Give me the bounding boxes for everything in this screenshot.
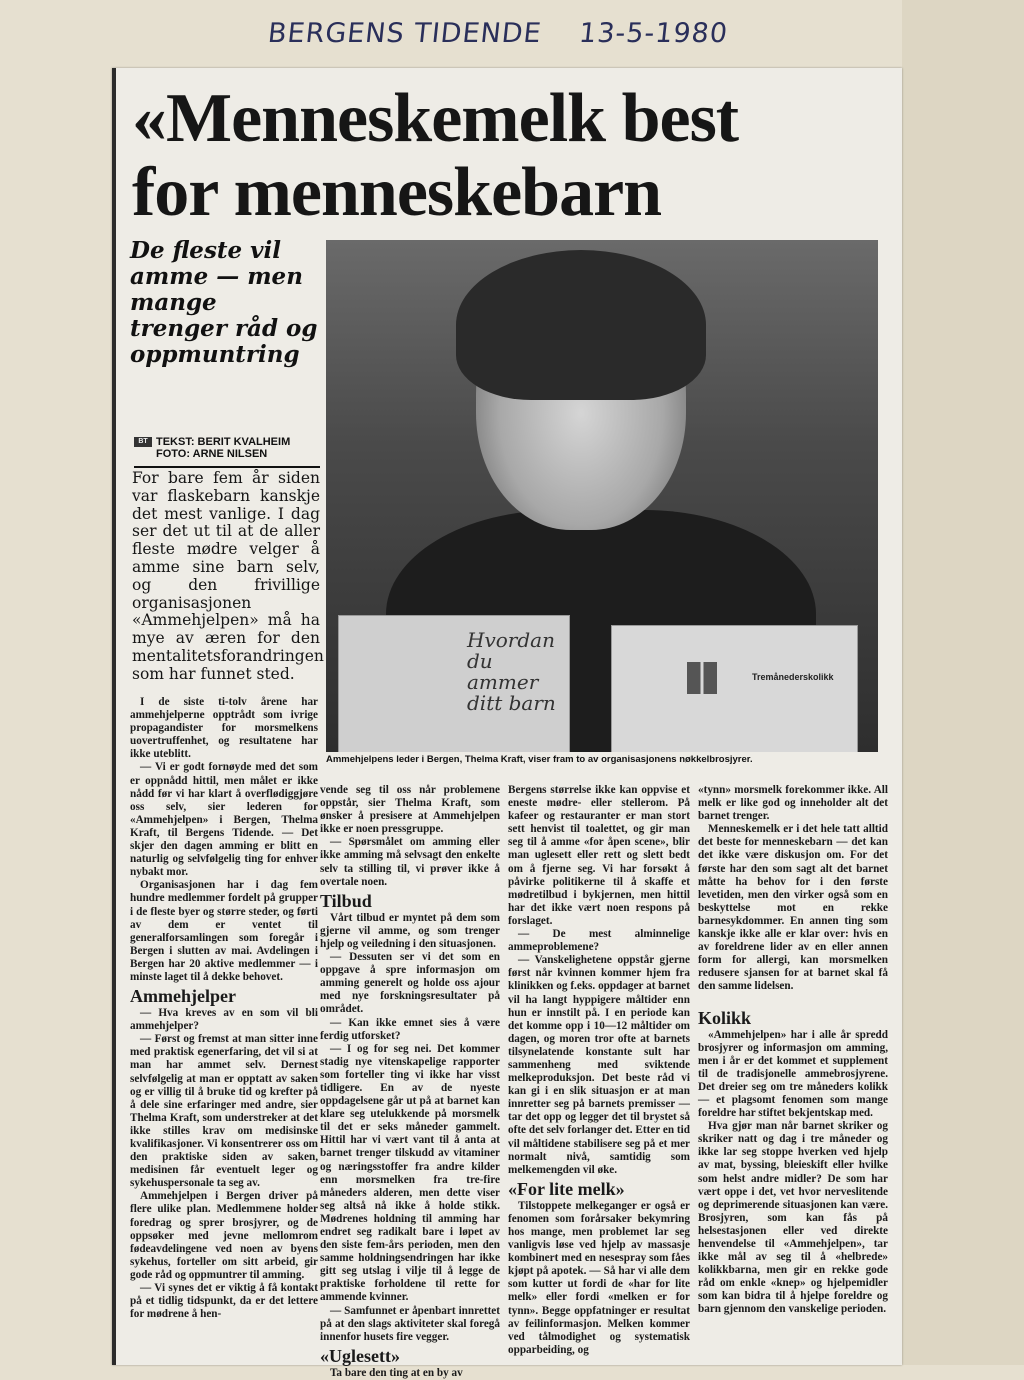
paragraph: Organisasjonen har i dag fem hundre medlemmer fordelt på grupper i de fleste byer og større steder, og førti av dem er ventet til generalforsamlingen som foregår i Bergen i slutten av mai. Avdelingen i Bergen har 20 aktive medlemmer — i minste laget til å dekke behovet.	[130, 879, 318, 983]
column-4	[698, 784, 888, 1317]
paragraph: Vårt tilbud er myntet på dem som gjerne vil amme, og som trenger hjelp og veiledning i den situasjonen.	[320, 911, 500, 950]
byline-photographer: FOTO: ARNE NILSEN	[156, 448, 268, 460]
photo-subject-hair	[456, 250, 706, 400]
paragraph: Hva gjør man når barnet skriker og skriker natt og dag i tre måneder og ikke lar seg stoppe hverken ved hjelp av mat, byssing, bleieskift eller hvilke som helst andre midler? De som har vært oppe i det, vet hvor nerveslitende og deprimerende situasjonen kan være. Brosjyren, som kan fås på helsestasjonen eller ved direkte henvendelse til «Ammehjelpen», tar ikke mål av seg til å «helbrede» kolikkbarna, men gir en rekke gode råd om enkle «knep» og hjelpemidler som kan bidra til å hjelpe foreldre og barn gjennom den vanskelige perioden.	[698, 1120, 888, 1316]
section-heading-uglesett: «Uglesett»	[320, 1345, 400, 1366]
paragraph: «Ammehjelpen» har i alle år spredd brosjyrer og informasjon om amming, men i år er det kommet et supplement til de tradisjonelle ammebrosjyrene. Det dreier seg om tre måneders kolikk — et plagsomt fenomen som mange foreldre har stiftet bekjentskap med.	[698, 1028, 888, 1120]
newspaper-name: BERGENS TIDENDE	[266, 18, 544, 49]
window-logo-icon	[687, 662, 717, 694]
clipping-shadow-edge	[112, 68, 116, 1365]
paragraph: — Spørsmålet om amming eller ikke amming må selvsagt den enkelte selv ta stilling til, vi prøver ikke å overtale noen.	[320, 836, 500, 888]
paragraph: — De mest alminnelige ammeproblemene?	[508, 928, 690, 954]
paragraph: — Først og fremst at man sitter inne med praktisk egenerfaring, det vil si at man har ammet selv. Dernest selvfølgelig at man er opptatt av saken og er villig til å bruke tid og krefter på å dele sine erfaringer med andre, sier Thelma Kraft, som understreker at det ikke stilles krav om medisinske kvalifikasjoner. Vi konsentrerer oss om den praktiske siden av saken, medisinen får eventuelt leger og sykehuspersonale ta seg av.	[130, 1033, 318, 1190]
paragraph: Ta bare den ting at en by av	[330, 1366, 463, 1379]
section-heading-ammehjelper: Ammehjelper	[130, 986, 236, 1007]
clipping-date: 13-5-1980	[577, 18, 730, 49]
paragraph: I de siste ti-tolv årene har ammehjelperne opptrådt som ivrige propagandister for morsmelkens uovertruffenhet, og resultatene har ikke uteblitt.	[130, 696, 318, 761]
column-2	[320, 784, 500, 1380]
headline-line-2: for menneskebarn	[132, 154, 662, 231]
paragraph: — Hva kreves av en som vil bli ammehjelper?	[130, 1007, 318, 1033]
brochure-breastfeeding	[338, 615, 570, 752]
newspaper-clipping	[112, 68, 902, 1379]
paragraph: Ammehjelpen i Bergen driver på flere ulike plan. Medlemmene holder foredrag og sprer brosjyrer, og de oppsøker med jevne mellomrom fødeavdelingene ved noen av byens sykehus, forteller om sitt arbeid, gir gode råd og oppmuntrer til amming.	[130, 1190, 318, 1281]
headline-line-1: «Menneskemelk best	[132, 80, 739, 157]
column-3	[508, 784, 690, 1357]
paragraph: — Dessuten ser vi det som en oppgave å spre informasjon om amming generelt og holde oss ajour med nye forskningsresultater på området.	[320, 951, 500, 1016]
backing-paper	[902, 0, 1024, 1365]
section-heading-for-lite-melk: «For lite melk»	[508, 1178, 625, 1199]
paragraph: — I og for seg nei. Det kommer stadig nye vitenskapelige rapporter som forteller ting vi ikke har visst tidligere. En av de nyeste oppdagelsene går ut på at barnet kan klare seg utelukkende på morsmelk til det er seks måneder gammelt. Hittil har vi vært vant til å anta at barnet trenger tilskudd av vitaminer og næringsstoffer fra andre kilder enn morsmelken fra tre-fire måneders alderen, men dette viser seg altså nå ikke å holde stikk. Mødrenes holdning til amming har endret seg radikalt bare i løpet av den siste fem-års perioden, men den samme holdningsendringen har ikke gitt seg utslag i vilje til å legge de praktiske forholdene til rette for ammende kvinner.	[320, 1042, 500, 1304]
brochure-breastfeeding-title: Hvordan du ammer ditt barn	[467, 628, 556, 715]
paragraph: Tilstoppete melkeganger er også er fenomen som forårsaker bekymring hos mange, men problemet lar seg vanligvis løse ved hjelp av massasje kombinert med en nesespray som fåes kjøpt på apotek. — Så har vi alle dem som kutter ut fordi de «har for lite melk» eller fordi «melken er for tynn». Begge oppfatninger er resultat av feilinformasjon. Melken kommer ved tålmodighet og systematisk opparbeiding, og	[508, 1199, 690, 1356]
section-heading-tilbud: Tilbud	[320, 890, 372, 911]
paragraph: Menneskemelk er i det hele tatt alltid det beste for menneskebarn — det kan det ikke være diskusjon om. For det første har den som sagt alt det barnet måtte ha behov for i den første levetiden, men den virker også som en beskyttelse mot en rekke barnesykdommer. En annen ting som kanskje ikke alle er klar over: hvis en av foreldrene lider av en eller annen form for allergi, kan morsmelken redusere sjansen for at barnet skal få den samme lidelsen.	[698, 823, 888, 993]
column-1	[130, 696, 318, 1321]
paragraph: vende seg til oss når problemene oppstår, sier Thelma Kraft, som ønsker å presisere at Ammehjelpen ikke er noen pressgruppe.	[320, 784, 500, 836]
paragraph: — Kan ikke emnet sies å være ferdig utforsket?	[320, 1016, 500, 1042]
headline	[132, 82, 902, 230]
paragraph: Bergens størrelse ikke kan oppvise et eneste mødre- eller stellerom. På kafeer og restauranter er man stort sett henvist til toalettet, og gir man seg til å amme «for åpen scene», blir man uglesett eller rett og slett bedt om å fjerne seg. Vi har forsøkt å påvirke politikerne til å skaffe et mødretilbud i bykjernen, men hittil har det ikke vært noen respons på forslaget.	[508, 784, 690, 927]
paragraph: «tynn» morsmelk forekommer ikke. All melk er like god og inneholder alt det barnet trenger.	[698, 784, 888, 823]
article-intro: For bare fem år siden var flaskebarn kanskje det mest vanlige. I dag ser det ut til at de aller fleste mødre velger å amme sine barn selv, og den frivillige organisasjonen «Ammehjelpen» må ha mye av æren for den mentalitetsforandringen som har funnet sted.	[132, 469, 324, 683]
byline	[134, 436, 324, 460]
brochure-colic	[611, 625, 858, 752]
article-photo	[326, 240, 878, 752]
paragraph: — Vi er godt fornøyde med det som er oppnådd hittil, men målet er ikke nådd før vi har klart å overflødiggjøre oss selv, sier lederen for «Ammehjelpen» i Bergen, Thelma Kraft, til Bergens Tidende. — Det skjer den dagen amming er blitt en naturlig og selvfølgelig ting for enhver nybakt mor.	[130, 761, 318, 879]
handwritten-annotation	[266, 18, 757, 49]
paragraph: — Vanskelighetene oppstår gjerne først når kvinnen kommer hjem fra klinikken og f.eks. oppdager at barnet vil ha langt hyppigere måltider enn hun er innstilt på. I en periode kan det komme opp i 10—12 måltider om dagen, og moren tror ofte at barnets tilsynelatende konstante sult har sammenheng med sviktende melkeproduksjon. Det beste råd vi kan gi i en slik situasjon er at man innretter seg på barnets premisser — tar det opp og legger det til brystet så ofte det selv forlanger det. Etter en tid vil måltidene stabilisere seg på et mer normalt nivå, samtidig som melkemengden vil øke.	[508, 954, 690, 1176]
byline-divider	[134, 466, 320, 468]
subheadline: De fleste vil amme — men mange trenger råd og oppmuntring	[130, 237, 318, 368]
bt-logo-icon: BT	[134, 437, 152, 447]
byline-author: TEKST: BERIT KVALHEIM	[156, 436, 291, 448]
photo-caption: Ammehjelpens leder i Bergen, Thelma Kraft, viser fram to av organisasjonens nøkkelbrosjyrer.	[326, 754, 753, 765]
paragraph: — Vi synes det er viktig å få kontakt på et tidlig tidspunkt, da er det lettere for mødrene å hen-	[130, 1282, 318, 1321]
section-heading-kolikk: Kolikk	[698, 1007, 752, 1028]
brochure-colic-title: Tremånederskolikk	[752, 672, 834, 682]
paragraph: — Samfunnet er åpenbart innrettet på at den slags aktiviteter skal foregå innenfor husets fire vegger.	[320, 1304, 500, 1343]
